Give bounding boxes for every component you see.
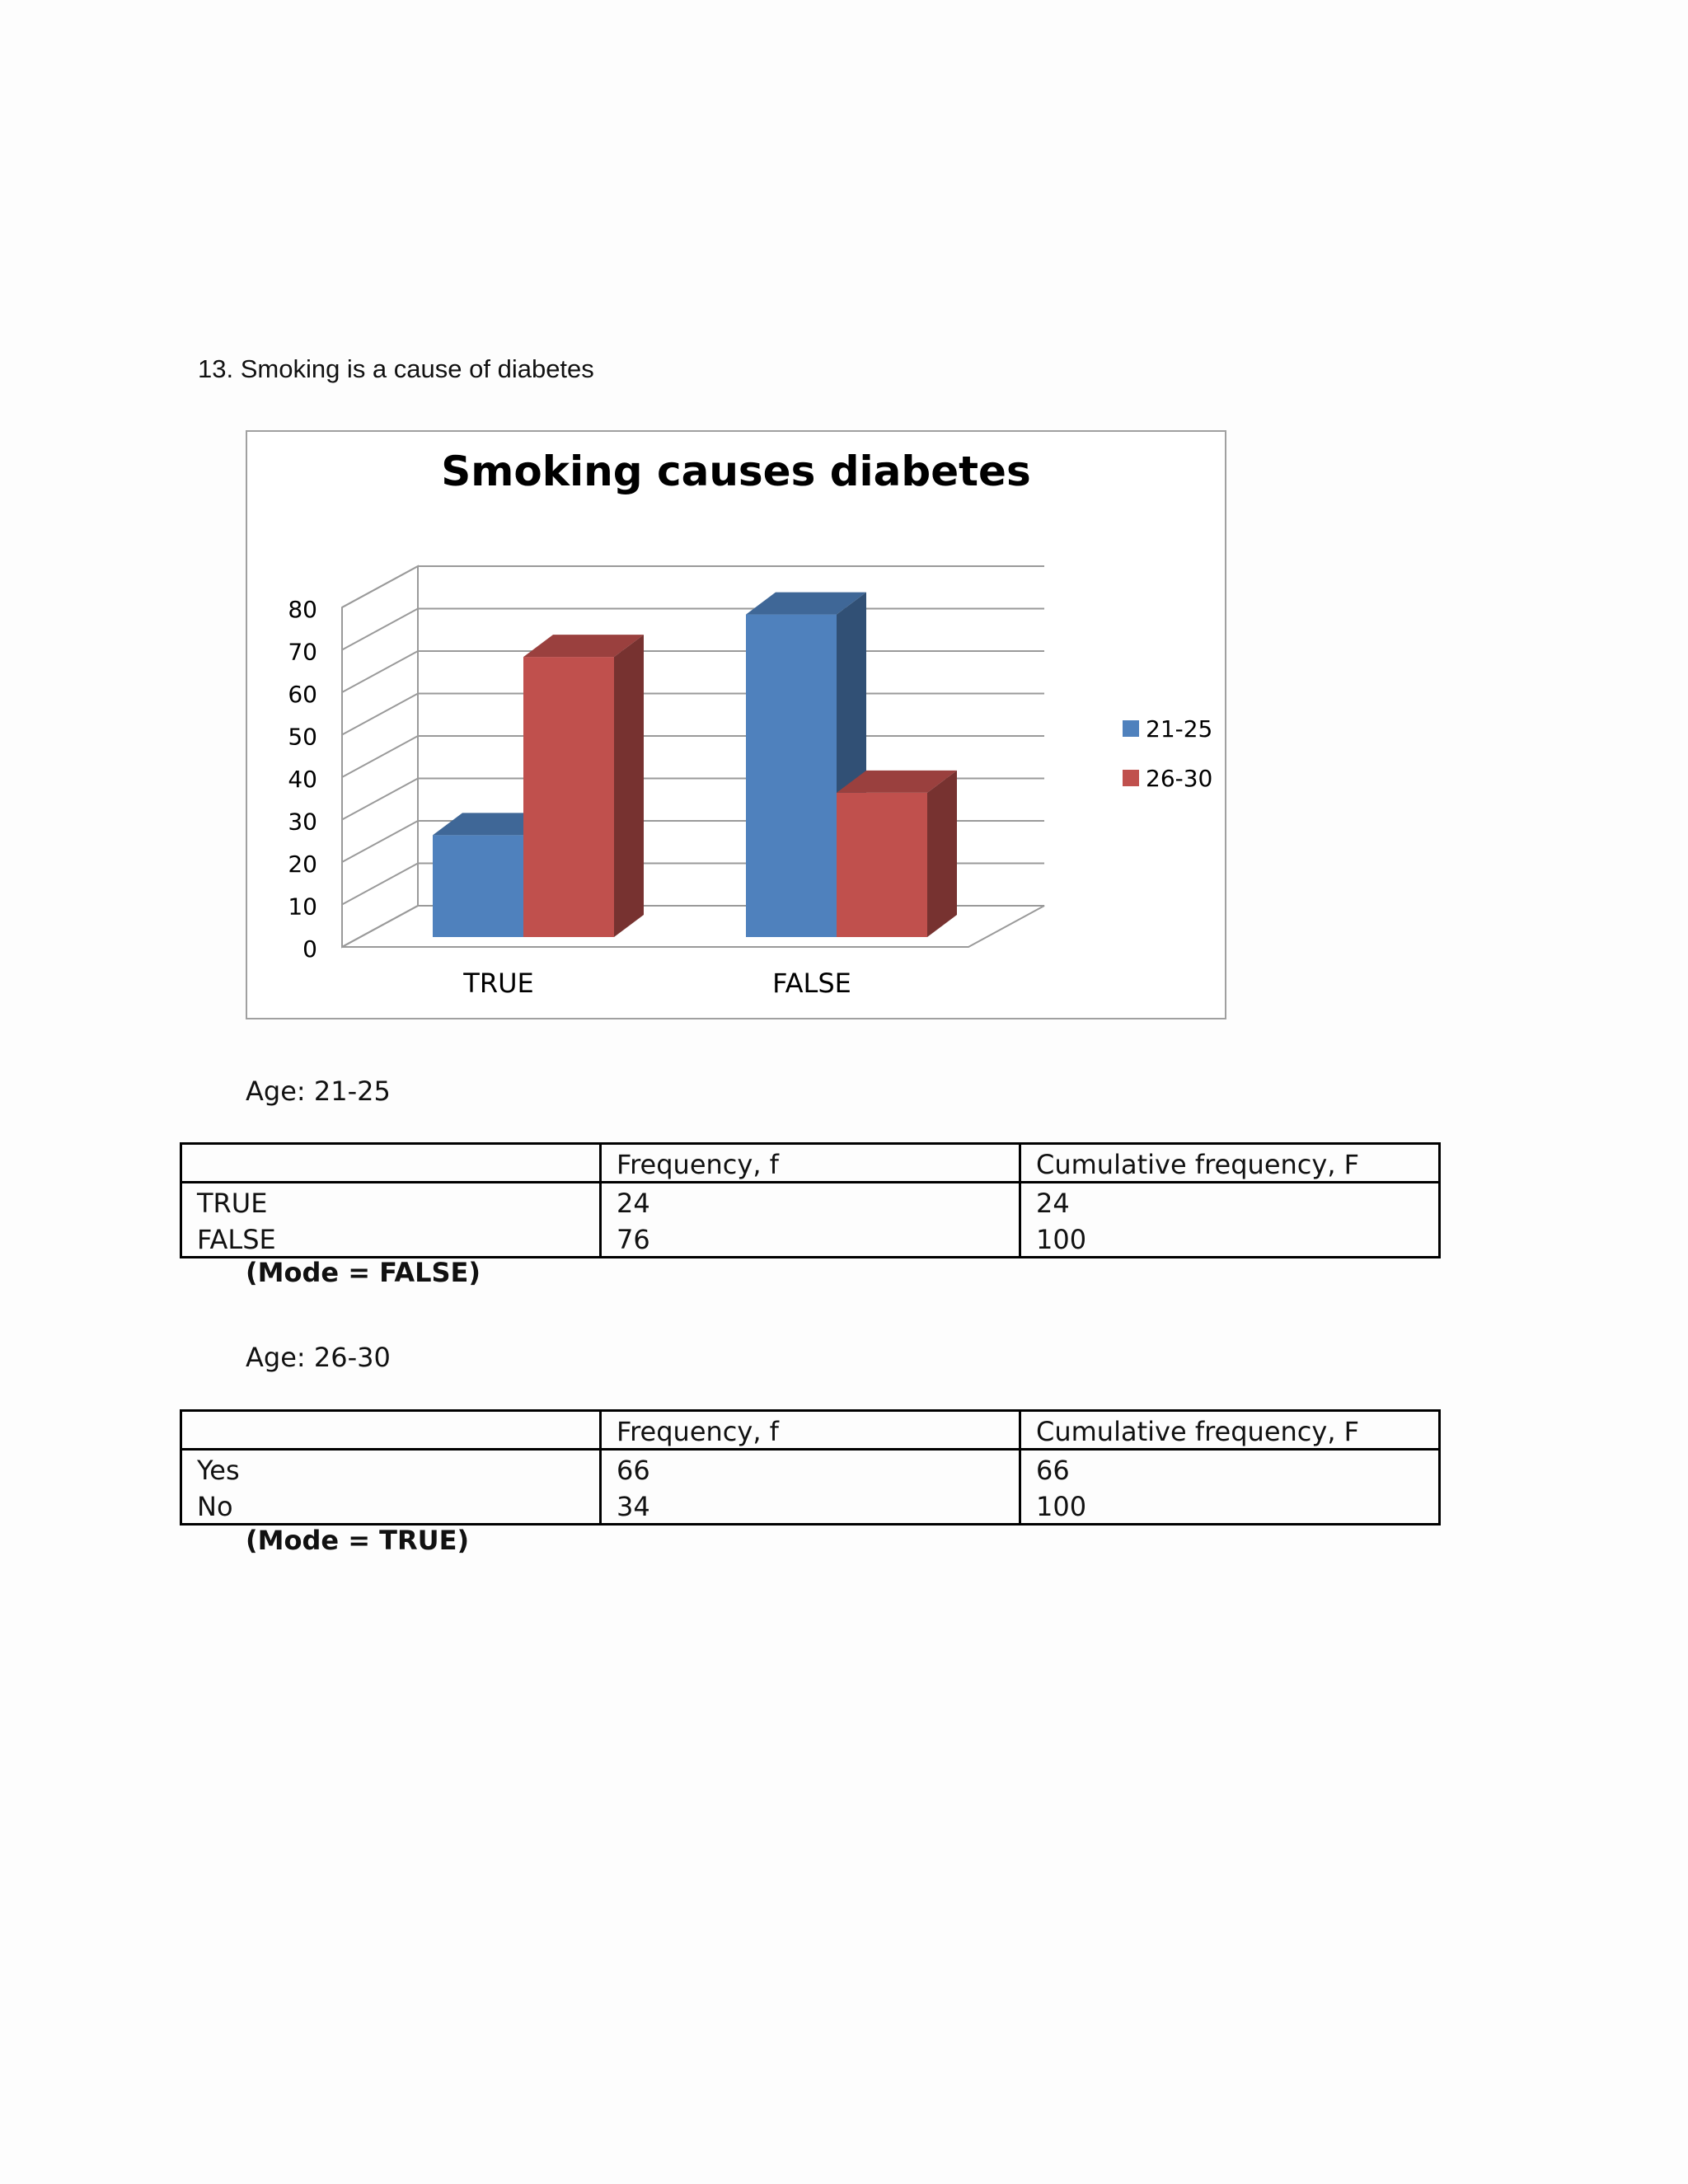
- chart-title: Smoking causes diabetes: [441, 448, 1031, 495]
- age-label-21-25: Age: 21-25: [246, 1076, 391, 1107]
- table-cell: 66: [1020, 1450, 1440, 1488]
- table-cell: 76: [601, 1220, 1020, 1258]
- table-row: [181, 1220, 1440, 1258]
- bar-side: [927, 771, 957, 937]
- y-tick-label: 60: [288, 681, 317, 708]
- table-cell: 66: [601, 1450, 1020, 1488]
- table-header-cell: Frequency, f: [601, 1411, 1020, 1450]
- y-tick-label: 30: [288, 808, 317, 836]
- table-header-cell: [181, 1144, 601, 1183]
- table-cell: Yes: [181, 1450, 601, 1488]
- table-header-row: [181, 1144, 1440, 1183]
- table-row: [181, 1487, 1440, 1525]
- mode-note-21-25: (Mode = FALSE): [246, 1257, 481, 1288]
- legend-label: 26-30: [1146, 765, 1213, 792]
- table-header-row: [181, 1411, 1440, 1450]
- bar-chart: [246, 430, 1226, 1019]
- x-category-label: FALSE: [772, 968, 851, 999]
- y-tick-label: 0: [302, 935, 317, 963]
- bar-side: [614, 635, 644, 937]
- y-tick-label: 80: [288, 596, 317, 623]
- chart-canvas: [247, 432, 1225, 1018]
- y-tick-label: 40: [288, 766, 317, 793]
- table-header-cell: [181, 1411, 601, 1450]
- legend-label: 21-25: [1146, 715, 1213, 743]
- table-cell: 34: [601, 1487, 1020, 1525]
- table-header-cell: Frequency, f: [601, 1144, 1020, 1183]
- table-row: [181, 1450, 1440, 1488]
- bar-front: [837, 793, 927, 937]
- table-header-cell: Cumulative frequency, F: [1020, 1411, 1440, 1450]
- y-tick-label: 70: [288, 638, 317, 666]
- bar-front: [523, 657, 614, 937]
- table-cell: 100: [1020, 1220, 1440, 1258]
- table-cell: FALSE: [181, 1220, 601, 1258]
- table-cell: 100: [1020, 1487, 1440, 1525]
- frequency-table-26-30: [180, 1409, 1441, 1526]
- legend-swatch: [1123, 770, 1139, 786]
- mode-note-26-30: (Mode = TRUE): [246, 1525, 470, 1556]
- table-cell: No: [181, 1487, 601, 1525]
- x-category-label: TRUE: [463, 968, 534, 999]
- bar-front: [433, 835, 523, 937]
- y-tick-label: 20: [288, 851, 317, 878]
- table-cell: 24: [1020, 1183, 1440, 1221]
- legend-swatch: [1123, 720, 1139, 737]
- table-cell: TRUE: [181, 1183, 601, 1221]
- y-tick-label: 50: [288, 723, 317, 751]
- table-row: [181, 1183, 1440, 1221]
- table-cell: 24: [601, 1183, 1020, 1221]
- y-tick-label: 10: [288, 893, 317, 921]
- table-header-cell: Cumulative frequency, F: [1020, 1144, 1440, 1183]
- frequency-table-21-25: [180, 1142, 1441, 1258]
- age-label-26-30: Age: 26-30: [246, 1342, 391, 1373]
- question-heading: 13. Smoking is a cause of diabetes: [198, 354, 594, 383]
- bar-front: [746, 615, 837, 937]
